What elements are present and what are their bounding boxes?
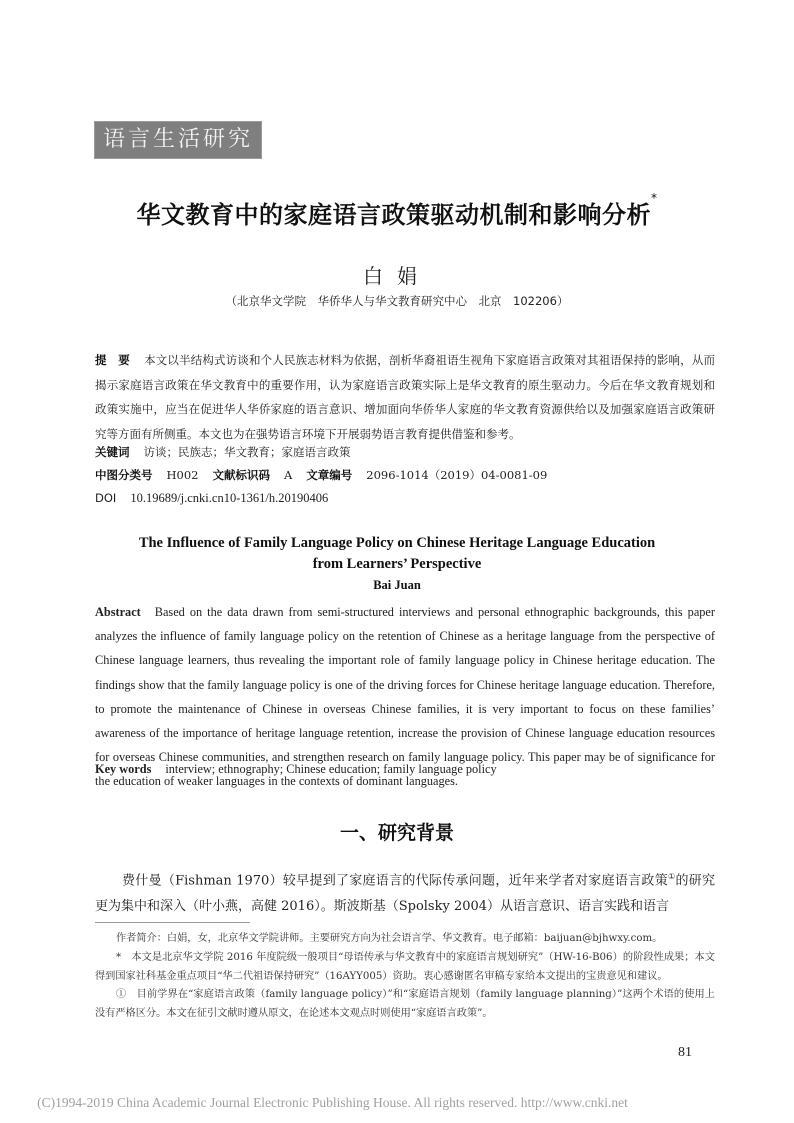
title-footnote-mark: * <box>651 191 658 205</box>
copyright-notice: (C)1994-2019 China Academic Journal Electronic Publishing House. All rights reserved. http://www.cnki.net <box>37 1095 628 1110</box>
clc-label: 中图分类号 <box>95 468 153 482</box>
author-name: 白娟 <box>363 264 431 288</box>
classification-line <box>95 463 715 488</box>
footnote-author-intro: 作者简介：白娟，女，北京华文学院讲师。主要研究方向为社会语言学、华文教育。电子邮箱：baijuan@bjhwxy.com。 <box>116 933 663 944</box>
doi-label: DOI <box>95 491 117 505</box>
english-keywords-text: interview; ethnography; Chinese education; family language policy <box>165 762 497 776</box>
doi-value[interactable]: 10.19689/j.cnki.cn10-1361/h.20190406 <box>130 491 329 505</box>
abstract-text: 本文以半结构式访谈和个人民族志材料为依据，剖析华裔祖语生视角下家庭语言政策对其祖语保持的影响，从而揭示家庭语言政策在华文教育中的重要作用，认为家庭语言政策实际上是华文教育的原生驱动力。今后在华文教育规划和政策实施中，应当在促进华人华侨家庭的语言意识、增加面向华侨华人家庭的华文教育资源供给以及加强家庭语言政策研究等方面有所侧重。本文也为在强势语言环境下开展弱势语言教育提供借鉴和参考。 <box>95 353 716 441</box>
clc-value: H002 <box>166 468 199 482</box>
english-keywords-label: Key words <box>95 762 152 776</box>
doi-line <box>95 486 715 511</box>
footnote-1: ① 目前学界在“家庭语言政策（family language policy）”和“家庭语言规划（family language planning）”这两个术语的使用上没有严格区分。本文在征引文献时遵从原文，在论述本文观点时则使用“家庭语言政策”。 <box>95 989 715 1019</box>
keywords-text: 访谈；民族志；华文教育；家庭语言政策 <box>143 445 351 459</box>
footnote-ref-1[interactable]: ① <box>667 872 676 881</box>
english-title-line2: from Learners’ Perspective <box>312 556 482 572</box>
section-heading: 一、研究背景 <box>339 822 454 844</box>
chinese-abstract <box>95 348 715 446</box>
paragraph-text-part1: 费什曼（Fishman 1970）较早提到了家庭语言的代际传承问题，近年来学者对家庭语言政策 <box>122 873 668 889</box>
english-title-line1: The Influence of Family Language Policy on Chinese Heritage Language Education <box>138 535 656 551</box>
english-keywords <box>95 757 715 781</box>
section-tag: 语言生活研究 <box>94 121 262 159</box>
paper-title <box>0 191 794 230</box>
paragraph-text-part2: 的研究更为集中和深入（叶小燕，高健 2016）。斯波斯基（Spolsky 2004）从语言意识、语言实践和语言 <box>95 873 715 915</box>
english-author: Bai Juan <box>373 578 421 592</box>
doc-code-value: A <box>283 468 293 482</box>
english-abstract-text: Based on the data drawn from semi-structured interviews and personal ethnographic backgrounds, this paper analyzes the influence of family language policy on the retention of Chinese as a heritage language from the perspective of Chinese language learners, thus revealing the important role of family language policy in Chinese heritage education. The findings show that the family language policy is one of the driving forces for Chinese heritage language education. Therefore, to promote the maintenance of Chinese in overseas Chinese families, it is very important to focus on these families’ awareness of the importance of heritage language retention, increase the provision of Chinese language education resources for overseas Chinese communities, and strengthen research on family language policy. This paper may be of significance for the education of weaker languages in the contexts of dominant languages. <box>95 605 715 789</box>
article-number-value: 2096-1014（2019）04-0081-09 <box>366 468 548 482</box>
footnote-divider <box>95 922 250 923</box>
chinese-keywords <box>95 440 715 465</box>
abstract-label: 提 要 <box>95 353 130 367</box>
footnote-funding: * 本文是北京华文学院 2016 年度院级一般项目“母语传承与华文教育中的家庭语言规划研究”（HW-16-B06）的阶段性成果；本文得到国家社科基金重点项目“华二代祖语保持研究”（16AYY005）资助。衷心感谢匿名审稿专家给本文提出的宝贵意见和建议。 <box>95 952 715 982</box>
english-abstract-label: Abstract <box>95 605 141 619</box>
page-number: 81 <box>678 1045 692 1060</box>
title-text: 华文教育中的家庭语言政策驱动机制和影响分析 <box>136 201 651 229</box>
doc-code-label: 文献标识码 <box>212 468 270 482</box>
author-affiliation: （北京华文学院 华侨华人与华文教育研究中心 北京 102206） <box>225 294 569 308</box>
keywords-label: 关键词 <box>95 445 130 459</box>
article-number-label: 文章编号 <box>306 468 353 482</box>
body-paragraph <box>95 864 715 920</box>
